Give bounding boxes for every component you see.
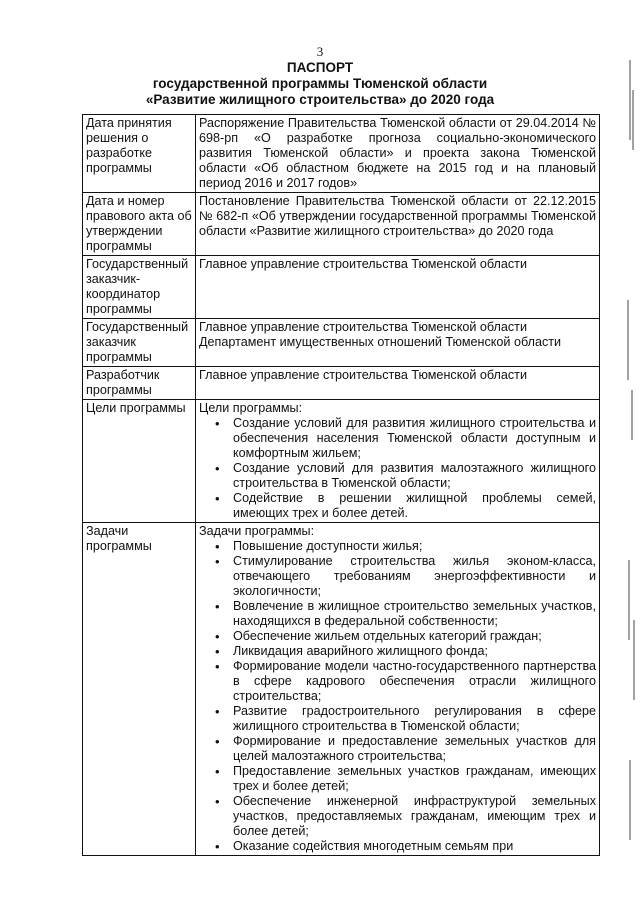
passport-table [82, 114, 600, 856]
value-coordinator: Главное управление строительства Тюменской области [196, 256, 600, 319]
list-item: • Оказание содействия многодетным семьям при [233, 839, 596, 854]
customer-line-1: Главное управление строительства Тюменской области [199, 320, 527, 334]
list-item: • Содействие в решении жилищной проблемы семей, имеющих трех и более детей. [233, 491, 596, 521]
label-decision-date: Дата принятия решения о разработке программы [83, 115, 196, 193]
list-item: • Обеспечение жильем отдельных категорий граждан; [233, 629, 596, 644]
label-developer: Разработчик программы [83, 367, 196, 400]
page-number: 3 [316, 44, 324, 59]
customer-line-2: Департамент имущественных отношений Тюменской области [199, 335, 562, 349]
row-decision-date [83, 115, 600, 193]
value-developer: Главное управление строительства Тюменской области [196, 367, 600, 400]
row-approval-act [83, 193, 600, 256]
value-decision-date: Распоряжение Правительства Тюменской области от 29.04.2014 № 698-рп «О разработке прогноза социально-экономического развития Тюменской области» и проекта закона Тюменской области «Об областном бюджете на 2015 год и на плановый период 2016 и 2017 годов» [196, 115, 600, 193]
value-customer [196, 319, 600, 367]
list-item: • Создание условий для развития малоэтажного жилищного строительства в Тюменской области; [233, 461, 596, 491]
goals-heading: Цели программы: [199, 401, 303, 415]
label-approval-act: Дата и номер правового акта об утверждении программы [83, 193, 196, 256]
label-tasks: Задачи программы [83, 523, 196, 856]
value-tasks [196, 523, 600, 856]
value-approval-act: Постановление Правительства Тюменской области от 22.12.2015 № 682-п «Об утверждении государственной программы Тюменской области «Развитие жилищного строительства» до 2020 года [196, 193, 600, 256]
title-line-1: ПАСПОРТ [286, 60, 354, 75]
label-customer: Государственный заказчик программы [83, 319, 196, 367]
list-item: • Обеспечение инженерной инфраструктурой земельных участков, предоставляемых гражданам, имеющим трех и более детей; [233, 794, 596, 839]
value-goals [196, 400, 600, 523]
row-developer [83, 367, 600, 400]
row-customer [83, 319, 600, 367]
list-item: • Развитие градостроительного регулирования в сфере жилищного строительства в Тюменской области; [233, 704, 596, 734]
tasks-heading: Задачи программы: [199, 524, 315, 538]
row-goals [83, 400, 600, 523]
list-item: • Формирование и предоставление земельных участков для целей малоэтажного строительства; [233, 734, 596, 764]
list-item: • Стимулирование строительства жилья эконом-класса, отвечающего требованиям энергоэффективности и экологичности; [233, 554, 596, 599]
list-item: • Повышение доступности жилья; [233, 539, 596, 554]
title-line-3: «Развитие жилищного строительства» до 2020 года [145, 92, 495, 107]
list-item: • Формирование модели частно-государственного партнерства в сфере кадрового обеспечения отрасли жилищного строительства; [233, 659, 596, 704]
row-coordinator [83, 256, 600, 319]
row-tasks [83, 523, 600, 856]
list-item: • Предоставление земельных участков гражданам, имеющих трех и более детей; [233, 764, 596, 794]
scan-edge-marks [618, 0, 640, 905]
list-item: • Вовлечение в жилищное строительство земельных участков, находящихся в федеральной собственности; [233, 599, 596, 629]
title-line-2: государственной программы Тюменской области [152, 76, 488, 91]
tasks-list [199, 539, 596, 854]
list-item: • Создание условий для развития жилищного строительства и обеспечения населения Тюменской области доступным и комфортным жильем; [233, 416, 596, 461]
goals-list [199, 416, 596, 521]
document-title [0, 60, 640, 108]
label-coordinator: Государственный заказчик-координатор программы [83, 256, 196, 319]
list-item: • Ликвидация аварийного жилищного фонда; [233, 644, 596, 659]
label-goals: Цели программы [83, 400, 196, 523]
